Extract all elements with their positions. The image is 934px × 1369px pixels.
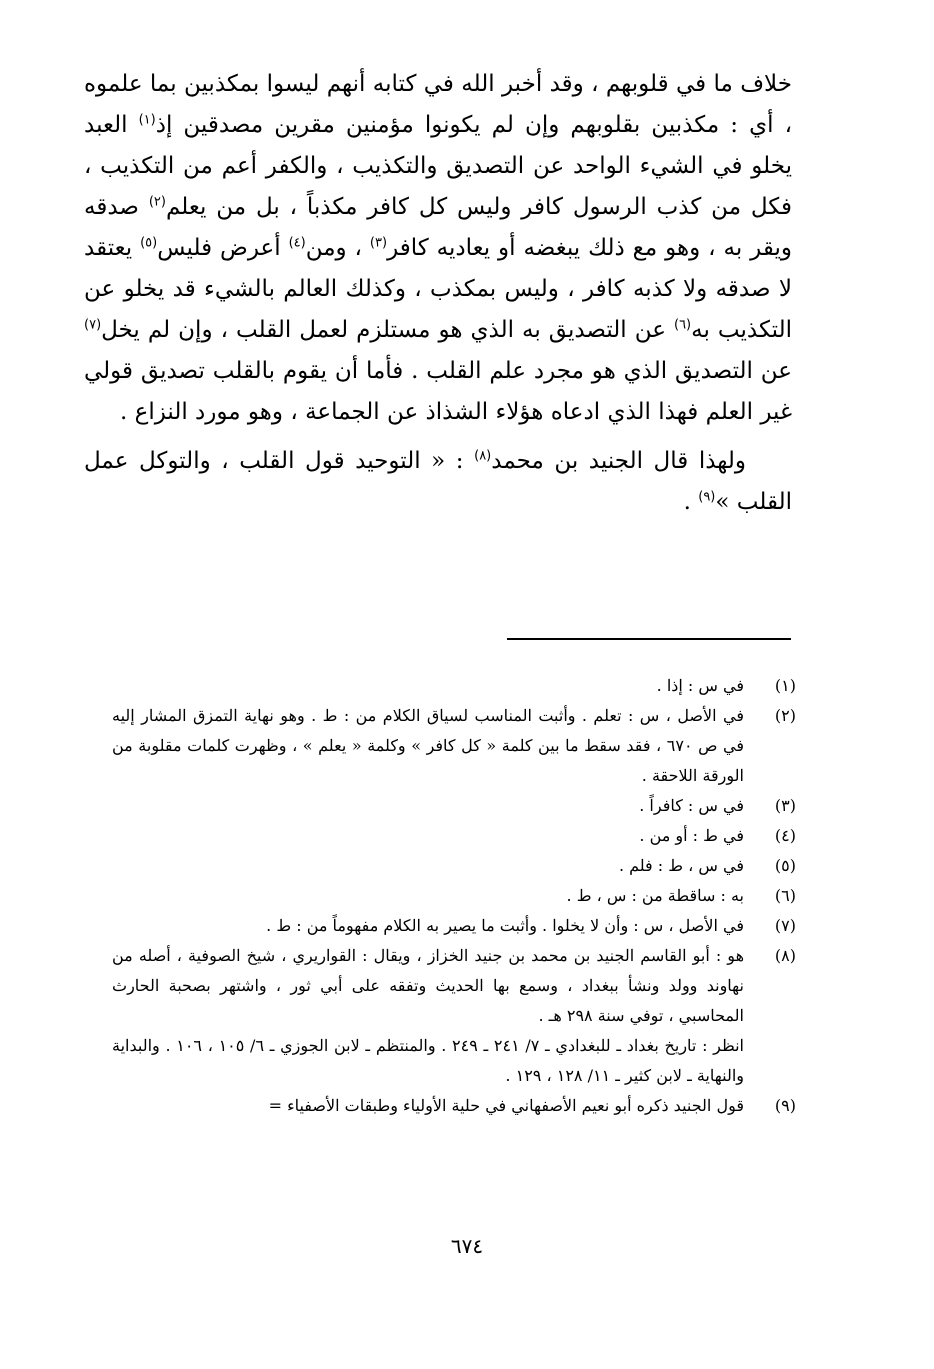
footnote-marker: (٣) [369, 235, 388, 251]
footnote-8 [112, 941, 796, 1031]
footnote-6 [112, 881, 796, 911]
footnote-text: في الأصل ، س : تعلم . وأثبت المناسب لسياق الكلام من : ط . وهو نهاية التمزق المشار إليه في ص ٦٧٠ ، فقد سقط ما بين كلمة « كل كافر » وكلمة « يعلم » ، وظهرت كلمات مقلوبة من الورقة اللاحقة . [112, 706, 745, 785]
footnote-marker: (٩) [698, 489, 716, 505]
text-span: العبد يخلو في الشيء الواحد عن التصديق والتكذيب ، والكفر أعم من التكذيب ، فكل من كذب الرسول كافر وليس كل كافر مكذباً ، بل من يعلم [84, 112, 793, 220]
footnote-number: (٦) [774, 886, 796, 905]
footnote-marker: (٨) [474, 448, 492, 464]
footnote-9 [112, 1091, 796, 1121]
footnote-2 [112, 701, 796, 791]
footnote-text: في الأصل ، س : وأن لا يخلوا . وأثبت ما يصير به الكلام مفهوماً من : ط . [266, 916, 744, 935]
footnote-text: في س : كافراً . [639, 796, 744, 815]
footnote-1 [112, 671, 796, 701]
footnote-text: في س ، ط : فلم . [618, 856, 744, 875]
text-span: . [683, 489, 699, 515]
footnote-number: (٧) [774, 916, 796, 935]
text-span: أعرض فليس [157, 235, 289, 261]
footnote-8-references: انظر : تاريخ بغداد ـ للبغدادي ـ ٧/ ٢٤١ ـ ٢٤٩ . والمنتظم ـ لابن الجوزي ـ ٦/ ١٠٥ ، ١٠٦ . والبداية والنهاية ـ لابن كثير ـ ١١/ ١٢٨ ، ١٢٩ . [112, 1036, 745, 1085]
text-span: عن التصديق به الذي هو مستلزم لعمل القلب ، وإن لم يخل [101, 317, 674, 343]
footnote-number: (١) [774, 676, 796, 695]
footnote-divider [507, 638, 791, 640]
footnote-7 [112, 911, 796, 941]
text-span: يعتقد لا صدقه ولا كذبه كافر ، وليس بمكذب ، وكذلك العالم بالشيء قد يخلو عن التكذيب به [84, 235, 792, 343]
footnote-number: (٣) [774, 796, 796, 815]
paragraph-1 [84, 64, 792, 433]
footnote-marker: (٧) [84, 317, 102, 333]
paragraph-2 [84, 441, 792, 523]
footnote-marker: (٢) [148, 194, 166, 210]
text-span: ولهذا قال الجنيد بن محمد [491, 448, 747, 474]
footnote-text: هو : أبو القاسم الجنيد بن محمد بن جنيد الخزاز ، ويقال : القواريري ، شيخ الصوفية ، أصله من نهاوند وولد ونشأ ببغداد ، وسمع بها الحديث وتفقه على أبي ثور ، واشتهر بصحبة الحارث المحاسبي ، توفي سنة ٢٩٨ هـ . [112, 946, 744, 1025]
footnote-number: (٩) [774, 1096, 796, 1115]
text-span: ، ومن [305, 235, 370, 261]
footnote-marker: (٦) [673, 317, 692, 333]
footnote-text: قول الجنيد ذكره أبو نعيم الأصفهاني في حلية الأولياء وطبقات الأصفياء = [268, 1096, 744, 1115]
footnotes [112, 671, 796, 1121]
text-span: صدقه ويقر به ، وهو مع ذلك يبغضه أو يعاديه كافر [84, 194, 793, 261]
footnote-text: في س : إذا . [656, 676, 744, 695]
footnote-marker: (١) [138, 112, 156, 128]
footnote-4 [112, 821, 796, 851]
footnote-number: (٤) [774, 826, 796, 845]
text-span: خلاف ما في قلوبهم ، وقد أخبر الله في كتابه أنهم ليسوا بمكذبين بما علموه ، أي : مكذبين بقلوبهم وإن لم يكونوا مؤمنين مقرين مصدقين إذ [84, 71, 792, 138]
footnote-text: به : ساقطة من : س ، ط . [566, 886, 744, 905]
footnote-marker: (٤) [288, 235, 306, 251]
footnote-number: (٨) [774, 946, 796, 965]
main-text [84, 64, 792, 523]
text-span: : « التوحيد قول القلب ، والتوكل عمل القلب » [84, 448, 792, 515]
footnote-3 [112, 791, 796, 821]
footnote-number: (٢) [774, 706, 796, 725]
footnote-5 [112, 851, 796, 881]
text-span: عن التصديق الذي هو مجرد علم القلب . فأما أن يقوم بالقلب تصديق قولي غير العلم فهذا الذي ادعاه هؤلاء الشذاذ عن الجماعة ، وهو مورد النزاع . [84, 358, 792, 425]
footnote-text: في ط : أو من . [639, 826, 744, 845]
page-number: ٦٧٤ [450, 1234, 484, 1258]
footnote-marker: (٥) [140, 235, 158, 251]
footnote-number: (٥) [774, 856, 796, 875]
